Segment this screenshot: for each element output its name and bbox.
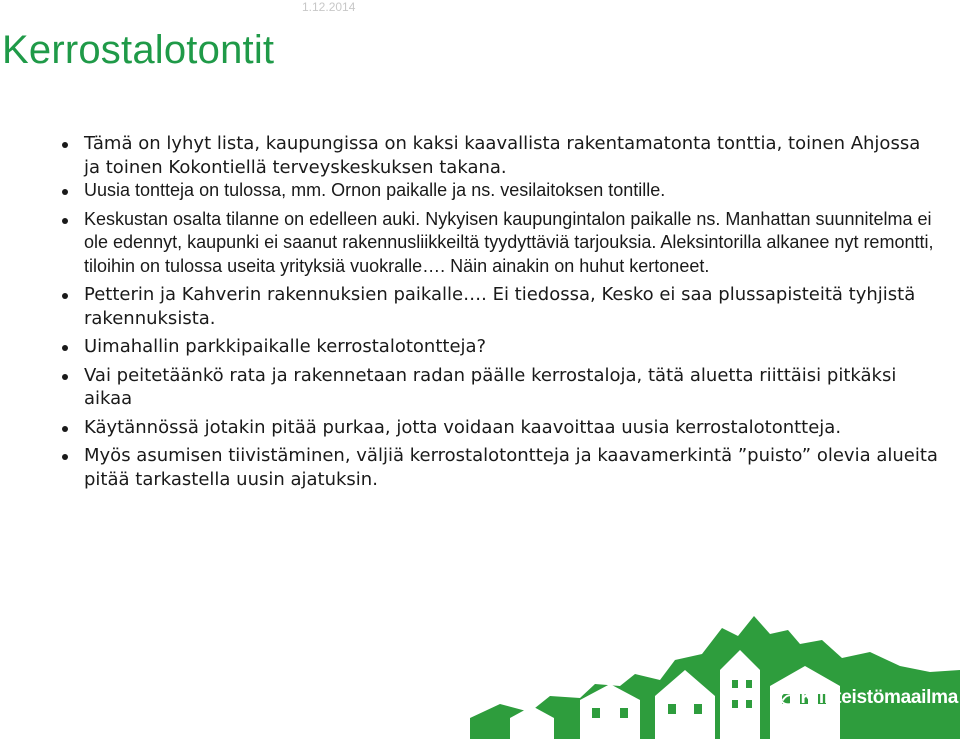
brand-logo (780, 676, 958, 720)
bullet-item: Uimahallin parkkipaikalle kerrostalotontteja? (60, 335, 940, 359)
logo-text: Kiinteistömaailma (800, 687, 958, 708)
page-title: Kerrostalotontit (2, 28, 275, 72)
bullet-item: Uusia tontteja on tulossa, mm. Ornon paikalle ja ns. vesilaitoksen tontille. (60, 179, 940, 203)
bullet-list (60, 132, 940, 496)
bullet-item: Tämä on lyhyt lista, kaupungissa on kaksi kaavallista rakentamatonta tonttia, toinen Ahjossa ja toinen Kokontiellä terveyskeskuksen takana. (60, 132, 940, 179)
bullet-item: Keskustan osalta tilanne on edelleen auki. Nykyisen kaupungintalon paikalle ns. Manhattan suunnitelma ei ole edennyt, kaupunki ei saanut rakennusliikkeiltä tyydyttäviä tarjouksia. Aleksintorilla alkanee nyt remontti, tiloihin on tulossa useita yrityksiä vuokralle…. Näin ainakin on huhut kertoneet. (60, 208, 940, 279)
swoosh-logo-icon (780, 686, 796, 710)
slide-date: 1.12.2014 (302, 0, 356, 14)
bullet-item: Myös asumisen tiivistäminen, väljiä kerrostalotontteja ja kaavamerkintä ”puisto” olevia alueita pitää tarkastella uusin ajatuksin. (60, 444, 940, 491)
bullet-item: Vai peitetäänkö rata ja rakennetaan radan päälle kerrostaloja, tätä aluetta riittäisi pitkäksi aikaa (60, 364, 940, 411)
bullet-item: Petterin ja Kahverin rakennuksien paikalle…. Ei tiedossa, Kesko ei saa plussapisteitä tyhjistä rakennuksista. (60, 283, 940, 330)
bullet-item: Käytännössä jotakin pitää purkaa, jotta voidaan kaavoittaa uusia kerrostalotontteja. (60, 416, 940, 440)
